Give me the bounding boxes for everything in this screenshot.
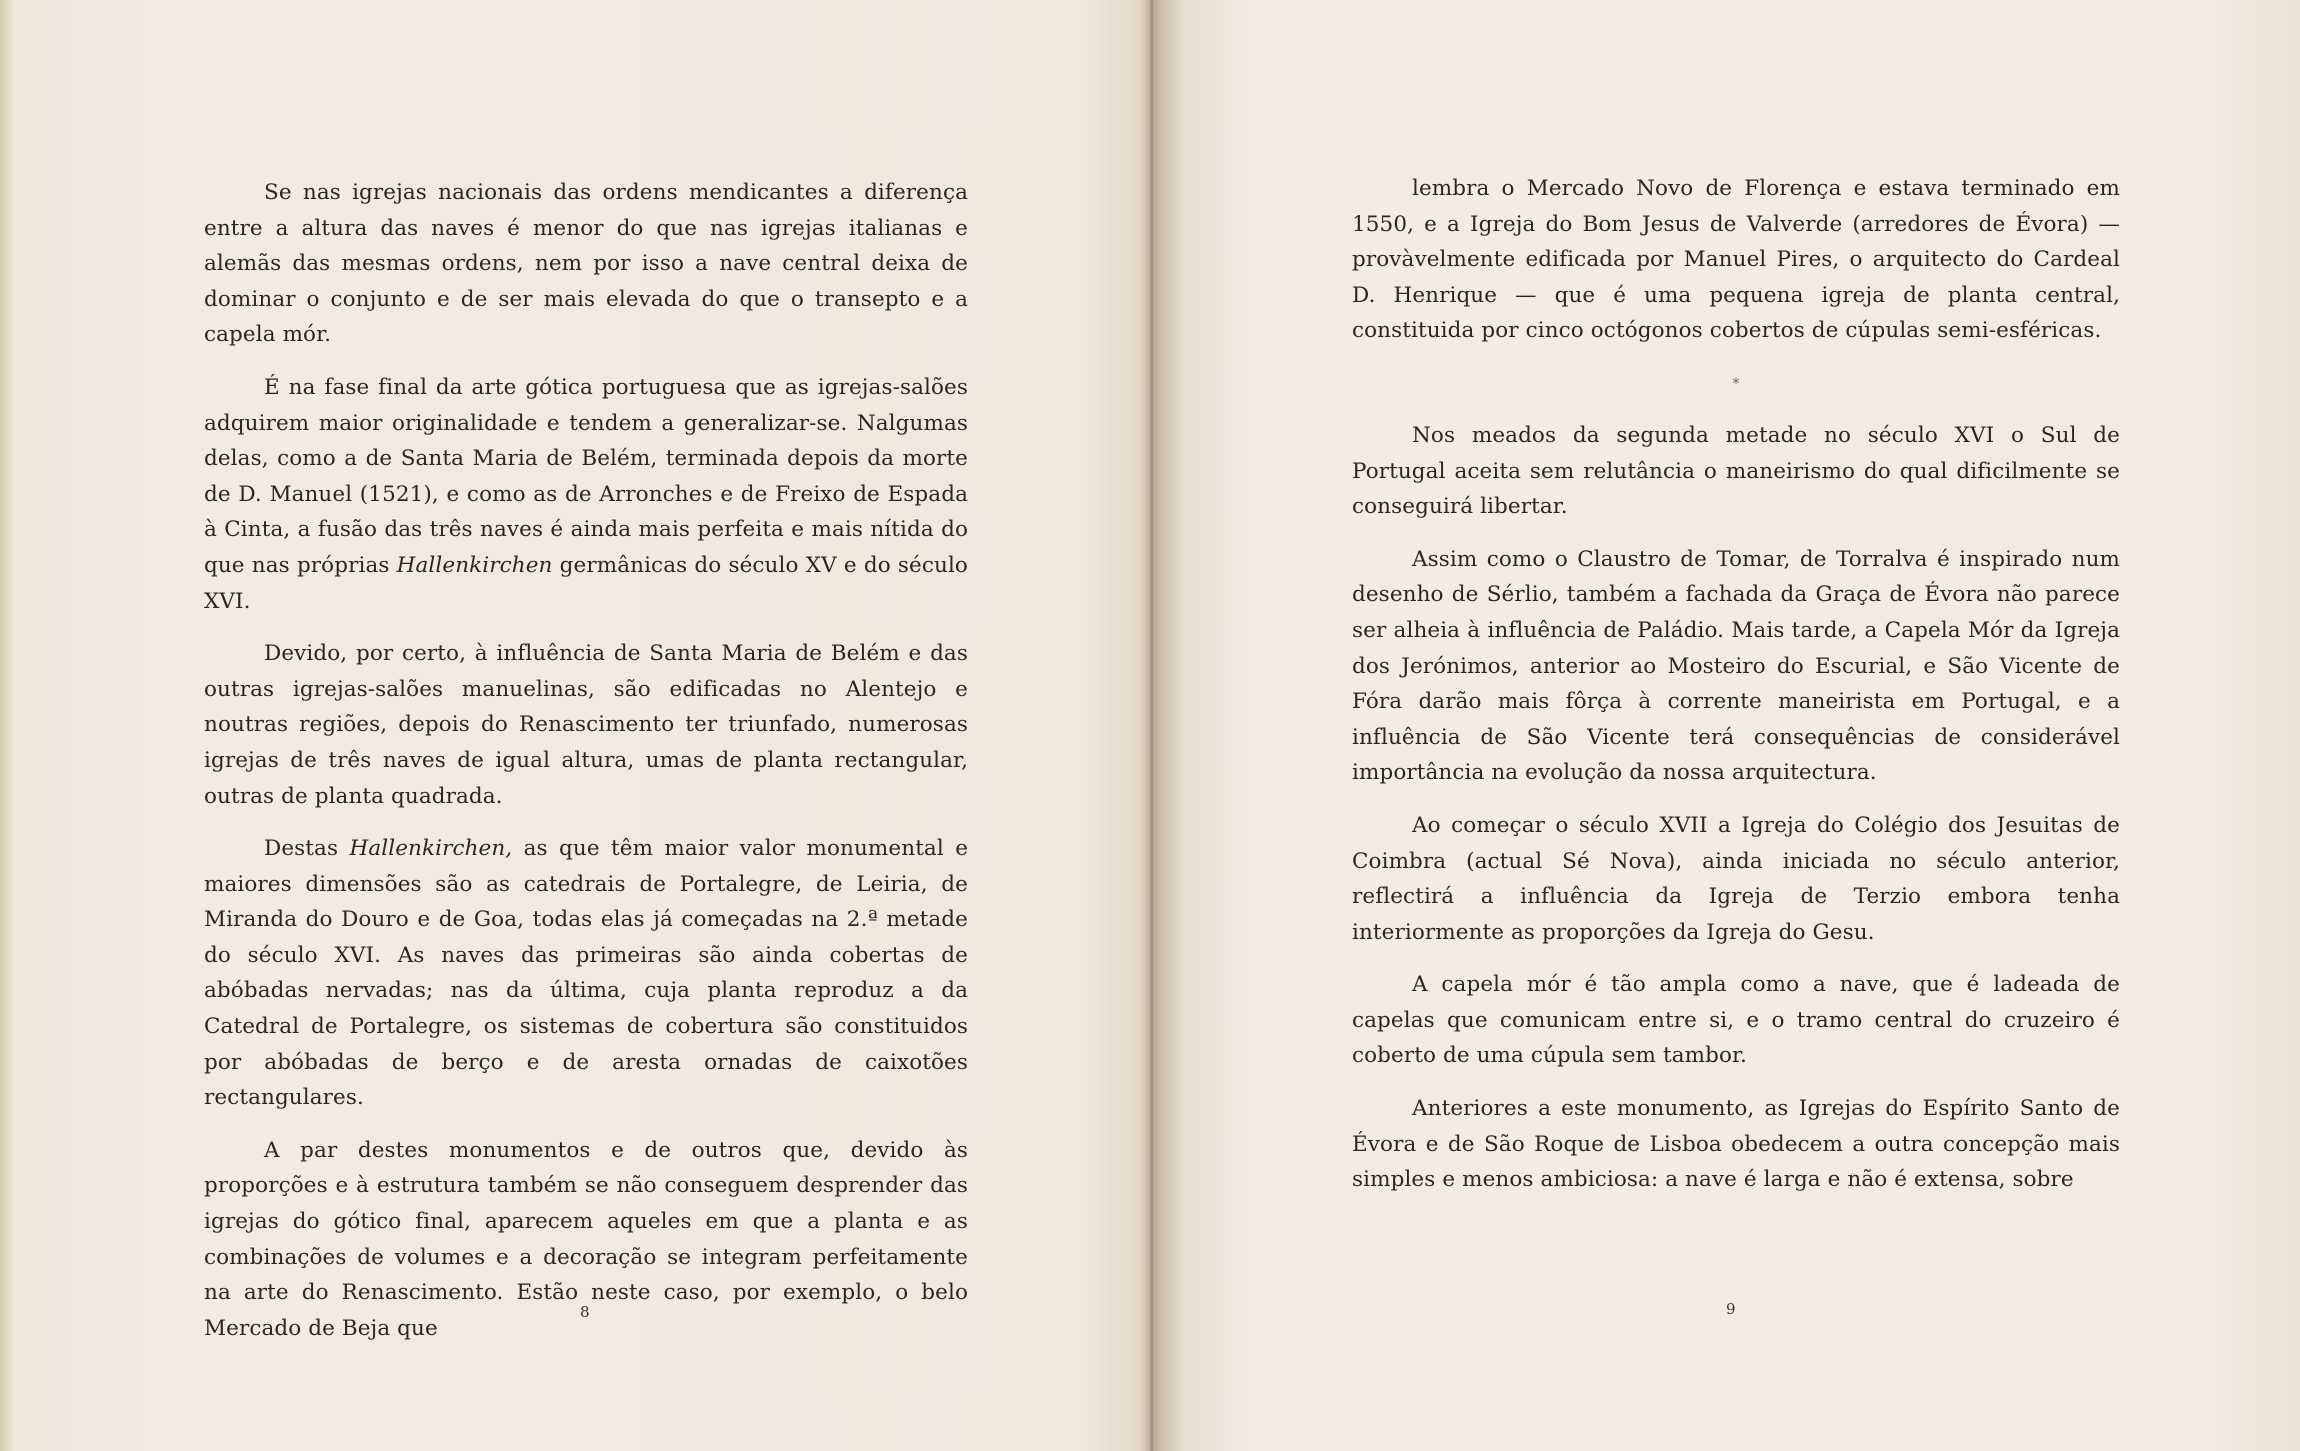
paragraph: A capela mór é tão ampla como a nave, que é ladeada de capelas que comunicam entre si, e o tramo central do cruzeiro é coberto de uma cúpula sem tambor. (1352, 972, 2120, 1069)
right-text-block (1352, 171, 2120, 1215)
paragraph: Assim como o Claustro de Tomar, de Torralva é inspirado num desenho de Sérlio, também a fachada da Graça de Évora não parece ser alheia à influência de Paládio. Mais tarde, a Capela Mór da Igreja dos Jerónimos, anterior ao Mosteiro do Escurial, e São Vicente de Fóra darão mais fôrça à corrente maneirista em Portugal, e a influência de São Vicente terá consequências de considerável importância na evolução da nossa arquitectura. (1352, 546, 2120, 786)
italic-term: Hallenkirchen, (349, 836, 513, 862)
paragraph: Nos meados da segunda metade no século XVI o Sul de Portugal aceita sem relutância o maneirismo do qual dificilmente se conseguirá libertar. (1352, 422, 2120, 520)
paragraph-text: as que têm maior valor monumental e maiores dimensões são as catedrais de Portalegre, de Leiria, de Miranda do Douro e de Goa, todas elas já começadas na 2.ª metade do século XVI. As naves das primeiras são ainda cobertas de abóbadas nervadas; nas da última, cuja planta reproduz a da Catedral de Portalegre, os sistemas de cobertura são constituidos por abóbadas de berço e de aresta ornadas de caixotões rectangulares. (204, 836, 969, 1111)
paragraph: Devido, por certo, à influência de Santa Maria de Belém e das outras igrejas-salões manuelinas, são edificadas no Alentejo e noutras regiões, depois do Renascimento ter triunfado, numerosas igrejas de três naves de igual altura, umas de planta rectangular, outras de planta quadrada. (204, 641, 968, 809)
paragraph-text: germânicas do século XV e do século XVI. (204, 552, 968, 614)
paragraph-text: É na fase final da arte gótica portuguesa que as igrejas-salões adquirem maior originalidade e tendem a generalizar-se. Nalgumas delas, como a de Santa Maria de Belém, terminada depois da morte de D. Manuel (1521), e como as de Arronches e de Freixo de Espada à Cinta, a fusão das três naves é ainda mais perfeita e mais nítida do que nas próprias (204, 374, 968, 578)
paragraph: Anteriores a este monumento, as Igrejas do Espírito Santo de Évora e de São Roque de Lisboa obedecem a outra concepção mais simples e menos ambiciosa: a nave é larga e não é extensa, sobre (1352, 1096, 2120, 1193)
book-gutter (1150, 0, 1153, 1451)
left-text-block (204, 175, 968, 1363)
section-separator: * (1732, 375, 1740, 392)
paragraph: A par destes monumentos e de outros que, devido às proporções e à estrutura também se não conseguem desprender das igrejas do gótico final, aparecem aqueles em que a planta e as combinações de volumes e a decoração se integram perfeitamente na arte do Renascimento. Estão neste caso, por exemplo, o belo Mercado de Beja que (204, 1137, 968, 1341)
paragraph (204, 370, 968, 619)
page-number-right: 9 (1726, 1300, 1736, 1318)
paragraph: lembra o Mercado Novo de Florença e estava terminado em 1550, e a Igreja do Bom Jesus de Valverde (arredores de Évora) — provàvelmente edificada por Manuel Pires, o arquitecto do Cardeal D. Henrique — que é uma pequena igreja de planta central, constituida por cinco octógonos cobertos de cúpulas semi-esféricas. (1352, 176, 2120, 344)
paragraph: Ao começar o século XVII a Igreja do Colégio dos Jesuitas de Coimbra (actual Sé Nova), ainda iniciada no século anterior, reflectirá a influência da Igreja de Terzio embora tenha interiormente as proporções da Igreja do Gesu. (1352, 812, 2120, 945)
italic-term: Hallenkirchen (396, 552, 553, 578)
page-number-left: 8 (580, 1303, 590, 1321)
paragraph: Se nas igrejas nacionais das ordens mendicantes a diferença entre a altura das naves é menor do que nas igrejas italianas e alemãs das mesmas ordens, nem por isso a nave central deixa de dominar o conjunto e de ser mais elevada do que o transepto e a capela mór. (204, 180, 968, 348)
paragraph-text: Destas (264, 836, 339, 862)
right-page (1160, 0, 2300, 1451)
paragraph (204, 831, 968, 1116)
